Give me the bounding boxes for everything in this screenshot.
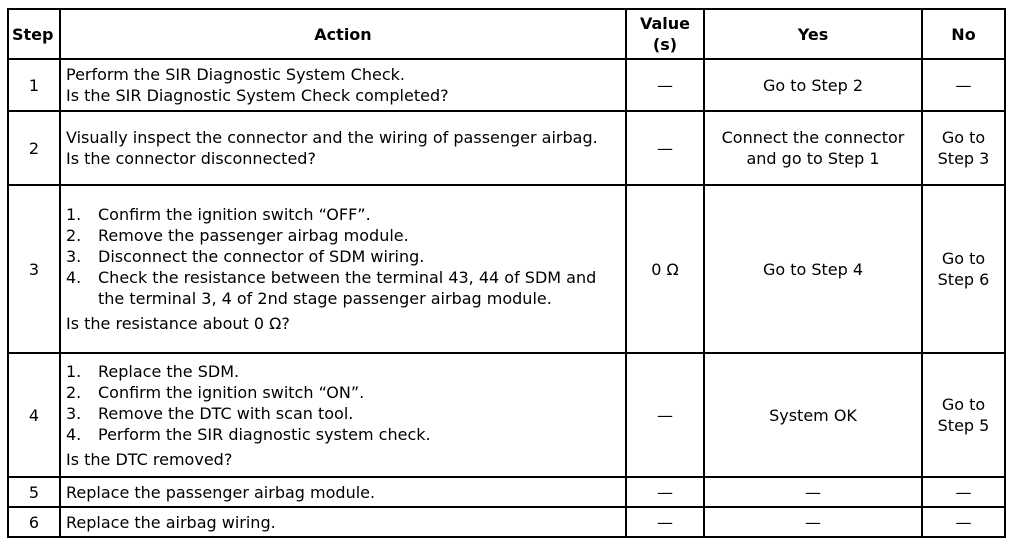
table-row: [8, 59, 1005, 111]
header-no: No: [922, 9, 1005, 59]
procedure-list: [66, 361, 620, 445]
yes-cell: Go to Step 4: [704, 185, 922, 353]
action-text: Replace the airbag wiring.: [66, 512, 276, 532]
list-item: 3. Disconnect the connector of SDM wiring.: [66, 247, 425, 266]
action-text: Visually inspect the connector and the wiring of passenger airbag.: [66, 128, 598, 147]
header-row: [8, 9, 1005, 59]
step-number: 1: [8, 59, 60, 111]
table-row: [8, 353, 1005, 477]
value-cell: —: [626, 111, 704, 185]
value-cell: 0 Ω: [626, 185, 704, 353]
action-cell: [60, 477, 626, 507]
step-number: 6: [8, 507, 60, 537]
action-question: Is the connector disconnected?: [66, 149, 316, 168]
list-item: 1. Confirm the ignition switch “OFF”.: [66, 205, 371, 224]
action-cell: [60, 507, 626, 537]
action-cell: [60, 111, 626, 185]
table-row: [8, 477, 1005, 507]
table-row: [8, 185, 1005, 353]
header-value: Value (s): [626, 9, 704, 59]
no-cell: Go to Step 6: [922, 185, 1005, 353]
value-cell: —: [626, 477, 704, 507]
no-cell: —: [922, 507, 1005, 537]
action-cell: [60, 185, 626, 353]
value-cell: —: [626, 507, 704, 537]
action-text: Replace the passenger airbag module.: [66, 482, 376, 502]
list-item: 3. Remove the DTC with scan tool.: [66, 403, 354, 423]
yes-cell: —: [704, 477, 922, 507]
yes-cell: —: [704, 507, 922, 537]
list-item: 1. Replace the SDM.: [66, 361, 240, 381]
action-question: Is the resistance about 0 Ω?: [66, 314, 290, 333]
step-number: 3: [8, 185, 60, 353]
value-cell: —: [626, 59, 704, 111]
header-action: Action: [60, 9, 626, 59]
no-cell: Go to Step 5: [922, 353, 1005, 477]
table-row: [8, 111, 1005, 185]
action-cell: [60, 59, 626, 111]
step-number: 4: [8, 353, 60, 477]
step-number: 5: [8, 477, 60, 507]
value-cell: —: [626, 353, 704, 477]
header-yes: Yes: [704, 9, 922, 59]
table-row: [8, 507, 1005, 537]
no-cell: —: [922, 59, 1005, 111]
no-cell: Go to Step 3: [922, 111, 1005, 185]
header-step: Step: [8, 9, 60, 59]
no-cell: —: [922, 477, 1005, 507]
yes-cell: Go to Step 2: [704, 59, 922, 111]
list-item: 2. Confirm the ignition switch “ON”.: [66, 382, 365, 402]
list-item: 2. Remove the passenger airbag module.: [66, 226, 409, 245]
action-text: Perform the SIR Diagnostic System Check.: [66, 65, 405, 84]
action-cell: [60, 353, 626, 477]
list-item: 4. Perform the SIR diagnostic system check.: [66, 424, 431, 444]
yes-cell: System OK: [704, 353, 922, 477]
list-item: 4. Check the resistance between the terminal 43, 44 of SDM and the terminal 3, 4 of 2nd stage passenger airbag module.: [66, 268, 597, 308]
yes-cell: Connect the connector and go to Step 1: [704, 111, 922, 185]
procedure-list: [66, 204, 620, 309]
step-number: 2: [8, 111, 60, 185]
action-question: Is the DTC removed?: [66, 449, 233, 469]
action-question: Is the SIR Diagnostic System Check completed?: [66, 86, 449, 105]
diagnostic-table: [7, 8, 1006, 538]
